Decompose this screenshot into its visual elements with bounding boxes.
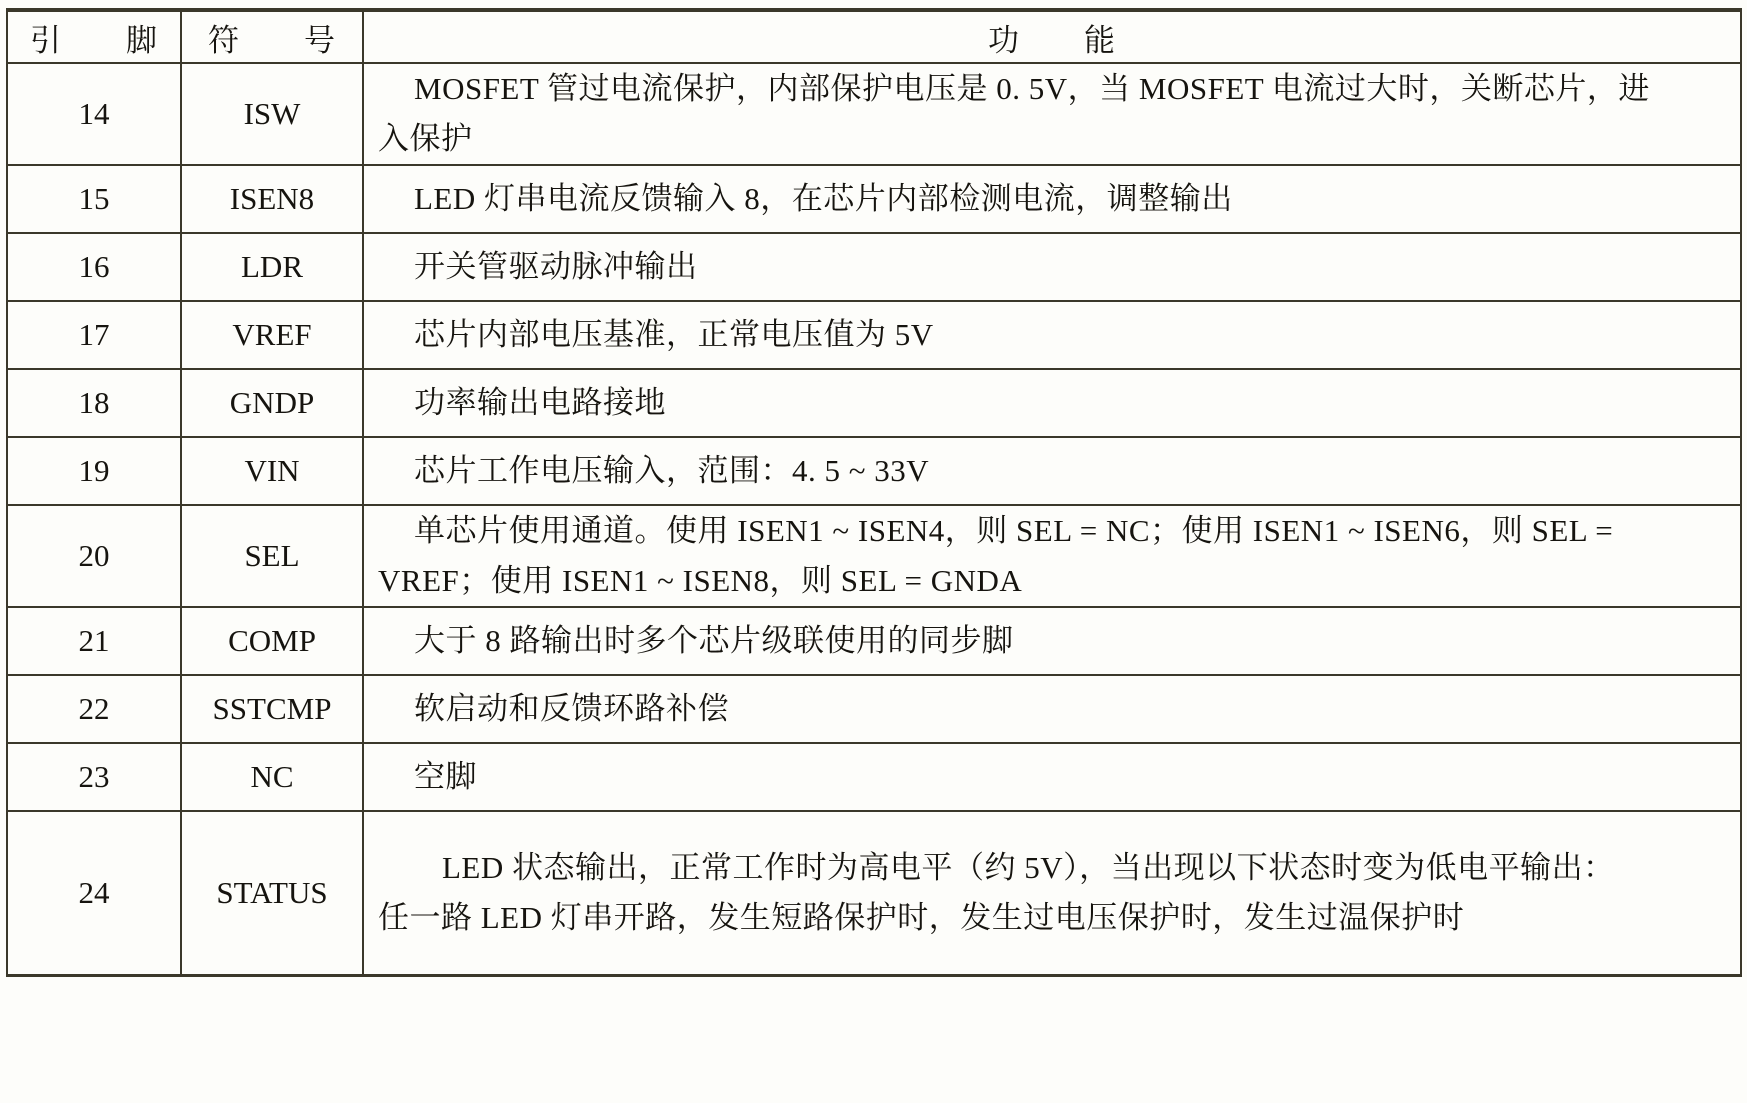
table-row bbox=[8, 62, 1740, 164]
function-text-line: MOSFET 管过电流保护，内部保护电压是 0. 5V，当 MOSFET 电流过大时，关断芯片，进 bbox=[414, 71, 1650, 106]
symbol-cell: VREF bbox=[180, 302, 362, 368]
function-cell bbox=[362, 234, 1740, 300]
table-row bbox=[8, 436, 1740, 504]
function-cell bbox=[362, 812, 1740, 974]
symbol-cell: NC bbox=[180, 744, 362, 810]
table-row bbox=[8, 164, 1740, 232]
symbol-cell: VIN bbox=[180, 438, 362, 504]
symbol-cell: ISEN8 bbox=[180, 166, 362, 232]
function-text-line: 入保护 bbox=[378, 121, 473, 156]
table-header-row bbox=[8, 12, 1740, 62]
function-text-line: 芯片工作电压输入，范围：4. 5 ~ 33V bbox=[414, 453, 930, 488]
function-text-line: 芯片内部电压基准，正常电压值为 5V bbox=[414, 317, 934, 352]
pin-cell: 17 bbox=[78, 317, 110, 352]
pin-cell: 21 bbox=[78, 623, 110, 658]
pin-cell: 18 bbox=[78, 385, 110, 420]
function-cell bbox=[362, 370, 1740, 436]
function-text-line: 单芯片使用通道。使用 ISEN1 ~ ISEN4，则 SEL = NC；使用 ISEN1 ~ ISEN6，则 SEL = bbox=[414, 513, 1614, 548]
pin-cell: 19 bbox=[78, 453, 110, 488]
symbol-cell: SSTCMP bbox=[180, 676, 362, 742]
symbol-cell: LDR bbox=[180, 234, 362, 300]
table-row bbox=[8, 368, 1740, 436]
symbol-cell: SEL bbox=[180, 506, 362, 606]
function-cell bbox=[362, 676, 1740, 742]
function-text-line: 空脚 bbox=[414, 759, 477, 794]
pin-cell: 16 bbox=[78, 249, 110, 284]
pin-function-table bbox=[6, 8, 1742, 977]
symbol-cell: GNDP bbox=[180, 370, 362, 436]
header-pin: 引 脚 bbox=[30, 22, 158, 58]
function-cell bbox=[362, 506, 1740, 606]
table-row bbox=[8, 674, 1740, 742]
function-text-line: 任一路 LED 灯串开路，发生短路保护时，发生过电压保护时，发生过温保护时 bbox=[378, 900, 1465, 935]
pin-cell: 22 bbox=[78, 691, 110, 726]
table-row bbox=[8, 742, 1740, 810]
symbol-cell: COMP bbox=[180, 608, 362, 674]
symbol-cell: ISW bbox=[180, 64, 362, 164]
symbol-cell: STATUS bbox=[180, 812, 362, 974]
table-row bbox=[8, 810, 1740, 974]
function-text-line: 大于 8 路输出时多个芯片级联使用的同步脚 bbox=[414, 623, 1014, 658]
pin-cell: 20 bbox=[78, 538, 110, 573]
header-function: 功 能 bbox=[362, 12, 1740, 62]
function-text-line: LED 灯串电流反馈输入 8，在芯片内部检测电流，调整输出 bbox=[414, 181, 1233, 216]
function-text-line: 开关管驱动脉冲输出 bbox=[414, 249, 698, 284]
function-cell bbox=[362, 744, 1740, 810]
function-cell bbox=[362, 64, 1740, 164]
function-cell bbox=[362, 302, 1740, 368]
function-text-line: LED 状态输出，正常工作时为高电平（约 5V），当出现以下状态时变为低电平输出： bbox=[442, 850, 1615, 885]
pin-cell: 24 bbox=[78, 875, 110, 910]
pin-cell: 23 bbox=[78, 759, 110, 794]
table-row bbox=[8, 232, 1740, 300]
table-row bbox=[8, 504, 1740, 606]
pin-cell: 15 bbox=[78, 181, 110, 216]
pin-cell: 14 bbox=[78, 96, 110, 131]
function-text-line: VREF；使用 ISEN1 ~ ISEN8，则 SEL = GNDA bbox=[378, 563, 1023, 598]
function-cell bbox=[362, 166, 1740, 232]
function-text-line: 软启动和反馈环路补偿 bbox=[414, 691, 729, 726]
function-text-line: 功率输出电路接地 bbox=[414, 385, 666, 420]
table-row bbox=[8, 606, 1740, 674]
function-cell bbox=[362, 608, 1740, 674]
table-row bbox=[8, 300, 1740, 368]
header-symbol: 符 号 bbox=[180, 12, 362, 62]
function-cell bbox=[362, 438, 1740, 504]
